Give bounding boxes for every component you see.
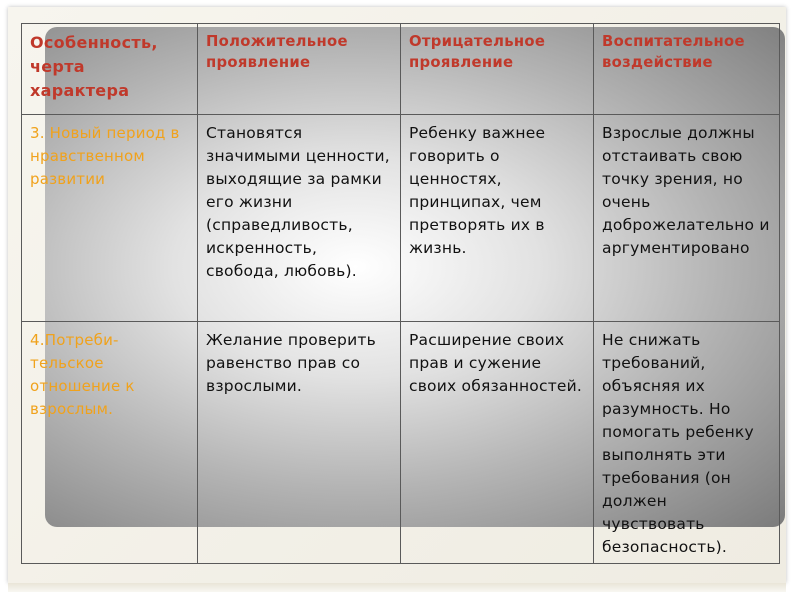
positive-cell: Становятся значимыми ценности, выходящие за рамки его жизни (справедливость, искренность, свобода, любовь). — [198, 115, 401, 322]
comparison-table — [21, 23, 780, 564]
header-positive: Положительное проявление — [198, 24, 401, 115]
table-row — [22, 322, 780, 564]
header-negative: Отрицательное проявление — [401, 24, 594, 115]
positive-cell: Желание проверить равенство прав со взрослыми. — [198, 322, 401, 564]
header-feature: Особенность, черта характера — [22, 24, 198, 115]
action-cell: Не снижать требований, объясняя их разумность. Но помогать ребенку выполнять эти требования (он должен чувствовать безопасность). — [594, 322, 780, 564]
feature-cell: 4.Потреби-тельское отношение к взрослым. — [22, 322, 198, 564]
negative-cell: Расширение своих прав и сужение своих обязанностей. — [401, 322, 594, 564]
table-header-row — [22, 24, 780, 115]
table-row — [22, 115, 780, 322]
header-action: Воспитательное воздействие — [594, 24, 780, 115]
feature-cell: 3. Новый период в нравственном развитии — [22, 115, 198, 322]
action-cell: Взрослые должны отстаивать свою точку зрения, но очень доброжелательно и аргументировано — [594, 115, 780, 322]
negative-cell: Ребенку важнее говорить о ценностях, принципах, чем претворять их в жизнь. — [401, 115, 594, 322]
